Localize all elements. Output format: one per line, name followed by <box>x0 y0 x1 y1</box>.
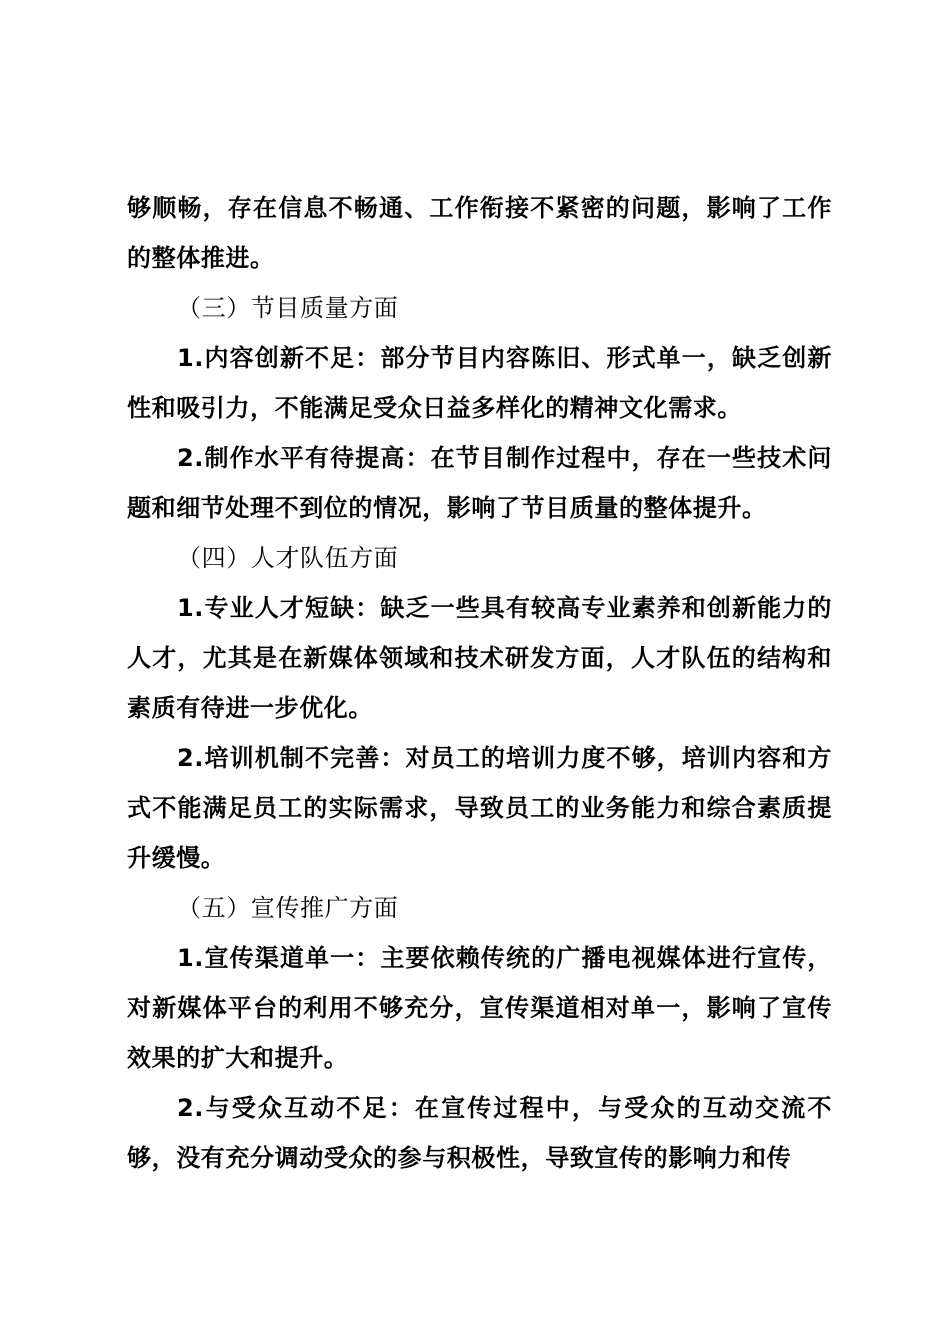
paragraph-continuation: 够顺畅，存在信息不畅通、工作衔接不紧密的问题，影响了工作的整体推进。 <box>127 194 832 272</box>
paragraph-promotion-channels: 1.宣传渠道单一：主要依赖传统的广播电视媒体进行宣传，对新媒体平台的利用不够充分，宣传渠道相对单一，影响了宣传效果的扩大和提升。 <box>127 944 832 1072</box>
section-heading-program-quality: （三）节目质量方面 <box>177 294 399 322</box>
section-heading-talent-team: （四）人才队伍方面 <box>177 544 399 572</box>
document-body <box>127 183 832 1183</box>
paragraph-training-mechanism: 2.培训机制不完善：对员工的培训力度不够，培训内容和方式不能满足员工的实际需求，导致员工的业务能力和综合素质提升缓慢。 <box>127 744 832 872</box>
paragraph-talent-shortage: 1.专业人才短缺：缺乏一些具有较高专业素养和创新能力的人才，尤其是在新媒体领域和技术研发方面，人才队伍的结构和素质有待进一步优化。 <box>127 594 832 722</box>
paragraph-content-innovation: 1.内容创新不足：部分节目内容陈旧、形式单一，缺乏创新性和吸引力，不能满足受众日益多样化的精神文化需求。 <box>127 344 832 422</box>
paragraph-audience-interaction: 2.与受众互动不足：在宣传过程中，与受众的互动交流不够，没有充分调动受众的参与积极性，导致宣传的影响力和传 <box>127 1094 832 1172</box>
section-heading-promotion: （五）宣传推广方面 <box>177 894 399 922</box>
paragraph-production-level: 2.制作水平有待提高：在节目制作过程中，存在一些技术问题和细节处理不到位的情况，影响了节目质量的整体提升。 <box>127 444 832 522</box>
